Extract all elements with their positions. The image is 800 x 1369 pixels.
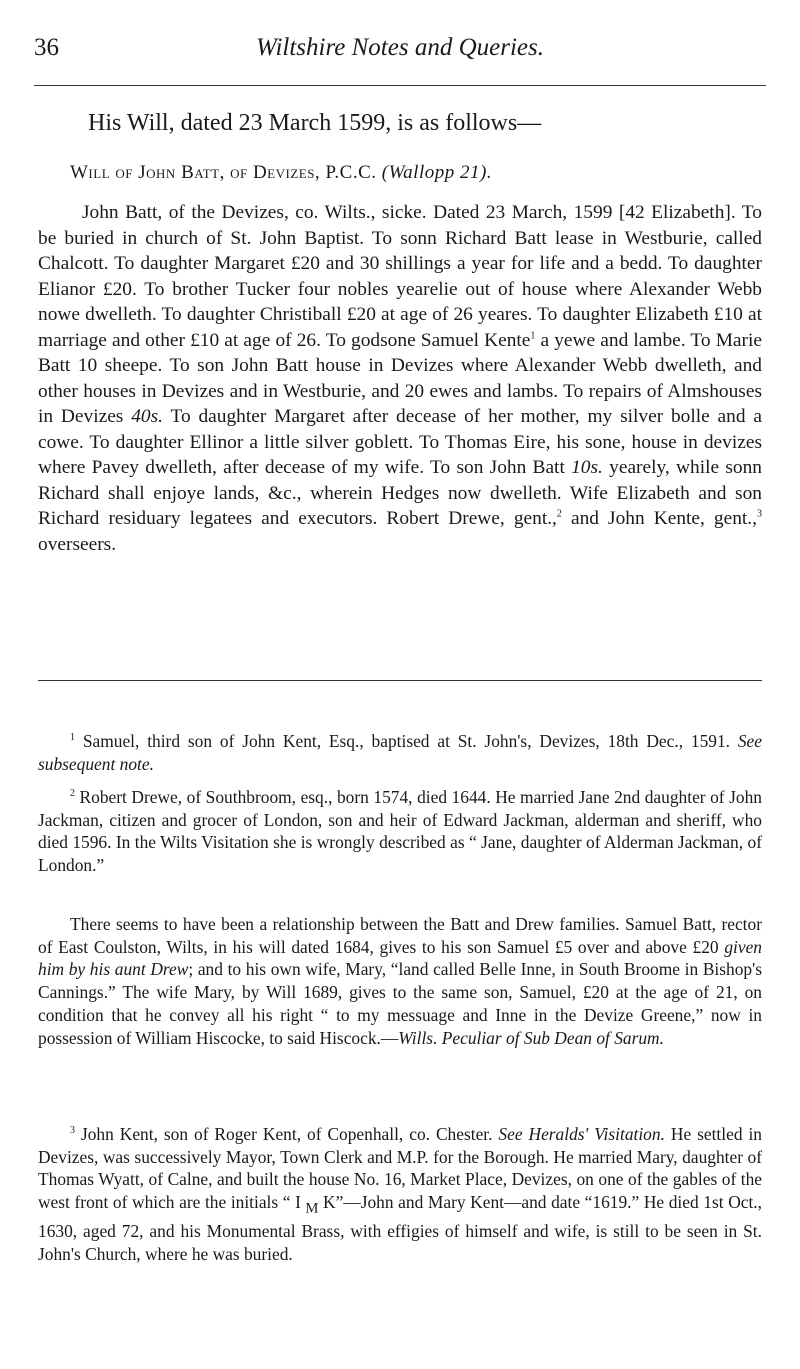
- will-heading-court: P.C.C.: [325, 162, 377, 183]
- footnote-citation: Wills. Peculiar of Sub Dean of Sarum.: [398, 1027, 664, 1048]
- will-text: To daughter Margaret after decease of her mother, my silver bolle and a cowe. To daughter Ellinor a little silver goblett. To Thomas Eire, his sone, house in devizes where Pavey dwelleth, after decease of my wife. To son John Batt: [38, 406, 762, 478]
- footnote-text: Samuel, third son of John Kent, Esq., baptised at St. John's, Devizes, 18th Dec., 1591.: [75, 731, 738, 751]
- will-heading-title: Will of John Batt, of Devizes,: [70, 162, 321, 183]
- footnote-text: ; and to his own wife, Mary, “land called Belle Inne, in South Broome in Bishop's Cannings.” The wife Mary, by Will 1689, gives to the same son, Samuel, £20 at the age of 21, on condition that he convey all his right “ to my messuage and Inne in the Devize Greene,” now in possession of William Hiscocke, to said Hiscock.—: [38, 959, 762, 1048]
- will-abstract: [38, 200, 762, 557]
- will-text: yearely, while sonn Richard shall enjoye lands, &c., wherein Hedges now dwelleth. Wife Elizabeth and son Richard residuary legatees and executors. Robert Drewe, gent.,: [38, 457, 762, 529]
- footnote-3: [38, 1123, 762, 1266]
- will-text: a yewe and lambe. To Marie Batt 10 sheepe. To son John Batt house in Devizes where Alexander Webb dwelleth, and other houses in Devizes and in Westburie, and 20 ewes and lambs. To repairs of Almshouses in Devizes: [38, 329, 762, 427]
- header-rule: [34, 85, 766, 86]
- will-heading: [70, 162, 492, 184]
- footnote-ref-2: 2: [556, 508, 562, 520]
- footnote-2: [38, 786, 762, 877]
- footnote-marker: 2: [70, 788, 75, 800]
- running-title: Wiltshire Notes and Queries.: [256, 34, 544, 61]
- will-text: overseers.: [38, 533, 117, 555]
- footnote-separator: [38, 680, 762, 681]
- footnote-quote: given him by his aunt Drew: [38, 936, 762, 980]
- will-heading-reference: (Wallopp 21).: [381, 162, 493, 183]
- will-amount: 10s.: [571, 457, 603, 478]
- will-text: John Batt, of the Devizes, co. Wilts., sicke. Dated 23 March, 1599 [42 Elizabeth]. To be buried in church of St. John Baptist. To sonn Richard Batt lease in Westburie, called Chalcott. To daughter Margaret £20 and 30 shillings a year for life and a bedd. To daughter Elianor £20. To brother Tucker four nobles yearelie out of house where Alexander Webb nowe dwelleth. To daughter Christiball £20 at age of 26 yeares. To daughter Elizabeth £10 at marriage and other £10 at age of 26. To godsone Samuel Kente: [38, 202, 762, 351]
- will-amount: 40s.: [131, 406, 163, 427]
- footnote-citation: See Heralds' Visitation.: [498, 1124, 665, 1144]
- footnote-ref-3: 3: [757, 508, 762, 520]
- will-text: and John Kente, gent.,: [561, 508, 757, 529]
- intro-line: His Will, dated 23 March 1599, is as follows—: [88, 110, 542, 136]
- footnote-text: Robert Drewe, of Southbroom, esq., born 1574, died 1644. He married Jane 2nd daughter of John Jackman, citizen and grocer of London, son and heir of Edward Jackman, alderman and sheriff, who died 1596. In the Wilts Visitation she is wrongly described as “ Jane, daughter of Alderman Jackman, of London.”: [38, 787, 762, 876]
- footnote-text: John Kent, son of Roger Kent, of Copenhall, co. Chester.: [75, 1124, 499, 1144]
- footnote-text: K”—John and Mary Kent—and date “1619.” He died 1st Oct., 1630, aged 72, and his Monumental Brass, with effigies of himself and wife, is still to be seen in St. John's Church, where he was buried.: [38, 1192, 763, 1264]
- initial-m: M: [305, 1200, 319, 1217]
- footnote-text: There seems to have been a relationship between the Batt and Drew families. Samuel Batt, rector of East Coulston, Wilts, in his will dated 1684, gives to his son Samuel £5 over and above £20: [38, 914, 762, 957]
- footnote-marker: 1: [70, 732, 75, 744]
- footnote-2-continuation: [38, 913, 762, 1049]
- footnote-ref-1: 1: [530, 330, 536, 342]
- footnote-text: He settled in Devizes, was successively Mayor, Town Clerk and M.P. for the Borough. He married Mary, daughter of Thomas Wyatt, of Calne, and built the house No. 16, Market Place, Devizes, on one of the gables of the west front of which are the initials “ I: [38, 1124, 762, 1213]
- page-number: 36: [34, 34, 59, 61]
- footnote-marker: 3: [70, 1125, 75, 1137]
- footnote-1: [38, 730, 762, 775]
- footnote-citation: See subsequent note.: [38, 731, 762, 774]
